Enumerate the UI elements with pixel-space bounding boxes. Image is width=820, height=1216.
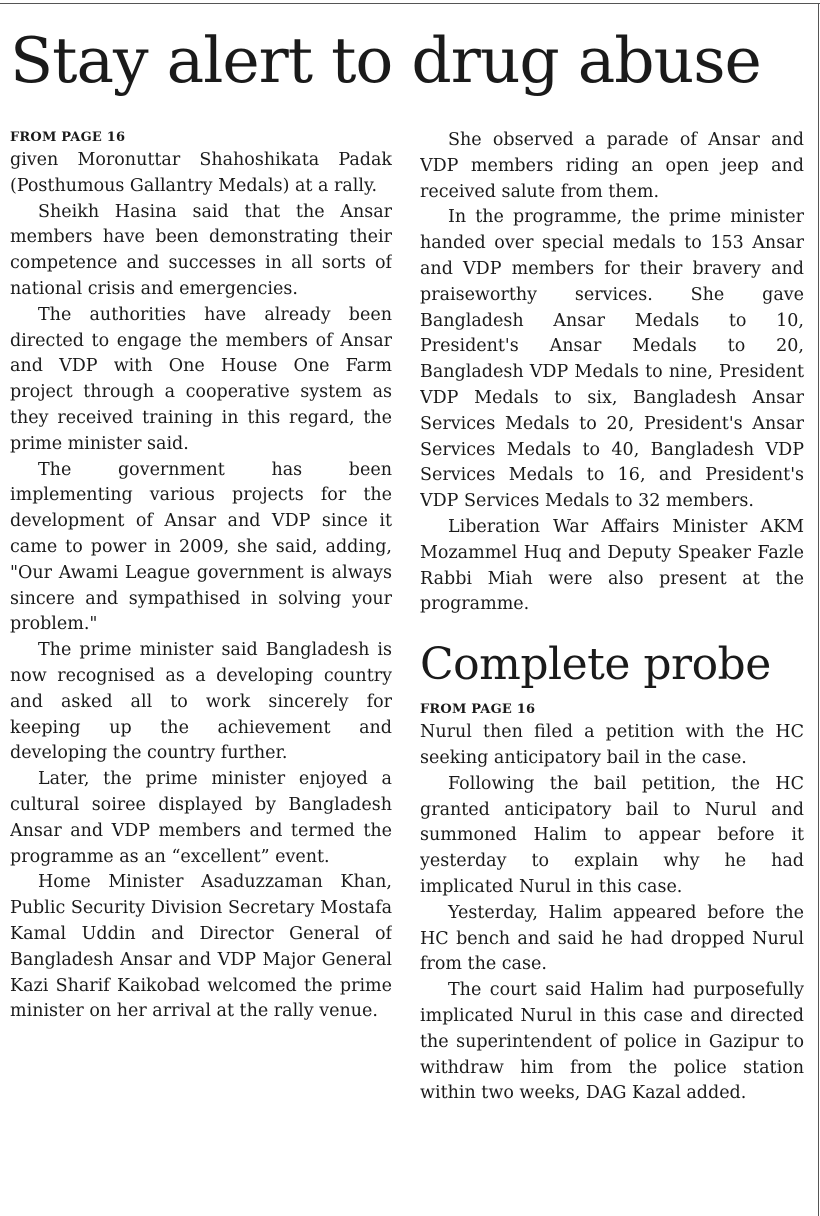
right-border-rule xyxy=(818,3,819,1216)
second-article-body xyxy=(420,720,804,1107)
top-border-rule xyxy=(0,3,820,4)
article-body-right xyxy=(420,128,804,618)
paragraph: The court said Halim had purposefully implicated Nurul in this case and directed the superintendent of police in Gazipur to withdraw him from the police station within two weeks, DAG Kazal added. xyxy=(420,980,804,1104)
right-column xyxy=(420,128,804,1208)
left-column xyxy=(10,128,392,1208)
paragraph: The authorities have already been directed to engage the members of Ansar and VDP with One House One Farm project through a cooperative system as they received training in this regard, the prime minister said. xyxy=(10,304,392,454)
paragraph: Home Minister Asaduzzaman Khan, Public Security Division Secretary Mostafa Kamal Uddin and Director General of Bangladesh Ansar and VDP Major General Kazi Sharif Kaikobad welcomed the prime minister on her arrival at the rally venue. xyxy=(10,872,392,1022)
paragraph: The prime minister said Bangladesh is now recognised as a developing country and asked all to work sincerely for keeping up the achievement and developing the country further. xyxy=(10,640,392,764)
paragraph: Liberation War Affairs Minister AKM Mozammel Huq and Deputy Speaker Fazle Rabbi Miah were also present at the programme. xyxy=(420,516,804,615)
paragraph: given Moronuttar Shahoshikata Padak (Posthumous Gallantry Medals) at a rally. xyxy=(10,150,392,196)
paragraph: Later, the prime minister enjoyed a cultural soiree displayed by Bangladesh Ansar and VDP members and termed the programme as an “excellent” event. xyxy=(10,769,392,867)
paragraph: She observed a parade of Ansar and VDP members riding an open jeep and received salute from them. xyxy=(420,130,804,202)
paragraph: In the programme, the prime minister handed over special medals to 153 Ansar and VDP members for their bravery and praiseworthy services. She gave Bangladesh Ansar Medals to 10, President's Ansar Medals to 20, Bangladesh VDP Medals to nine, President VDP Medals to six, Bangladesh Ansar Services Medals to 20, President's Ansar Services Medals to 40, Bangladesh VDP Services Medals to 16, and President's VDP Services Medals to 32 members. xyxy=(420,207,804,512)
second-jump-kicker: FROM PAGE 16 xyxy=(420,702,536,718)
paragraph: Yesterday, Halim appeared before the HC bench and said he had dropped Nurul from the case. xyxy=(420,902,804,975)
paragraph: Nurul then filed a petition with the HC seeking anticipatory bail in the case. xyxy=(420,722,804,768)
paragraph: Following the bail petition, the HC granted anticipatory bail to Nurul and summoned Halim to appear before it yesterday to explain why he had implicated Nurul in this case. xyxy=(420,773,804,897)
article-headline: Stay alert to drug abuse xyxy=(10,24,761,97)
paragraph: The government has been implementing various projects for the development of Ansar and VDP since it came to power in 2009, she said, adding, "Our Awami League government is always sincere and sympathised in solving your problem." xyxy=(10,459,392,635)
article-body-left xyxy=(10,148,392,1025)
paragraph: Sheikh Hasina said that the Ansar members have been demonstrating their competence and successes in all sorts of national crisis and emergencies. xyxy=(10,201,392,299)
second-article-headline: Complete probe xyxy=(420,639,771,691)
jump-kicker: FROM PAGE 16 xyxy=(10,130,126,145)
